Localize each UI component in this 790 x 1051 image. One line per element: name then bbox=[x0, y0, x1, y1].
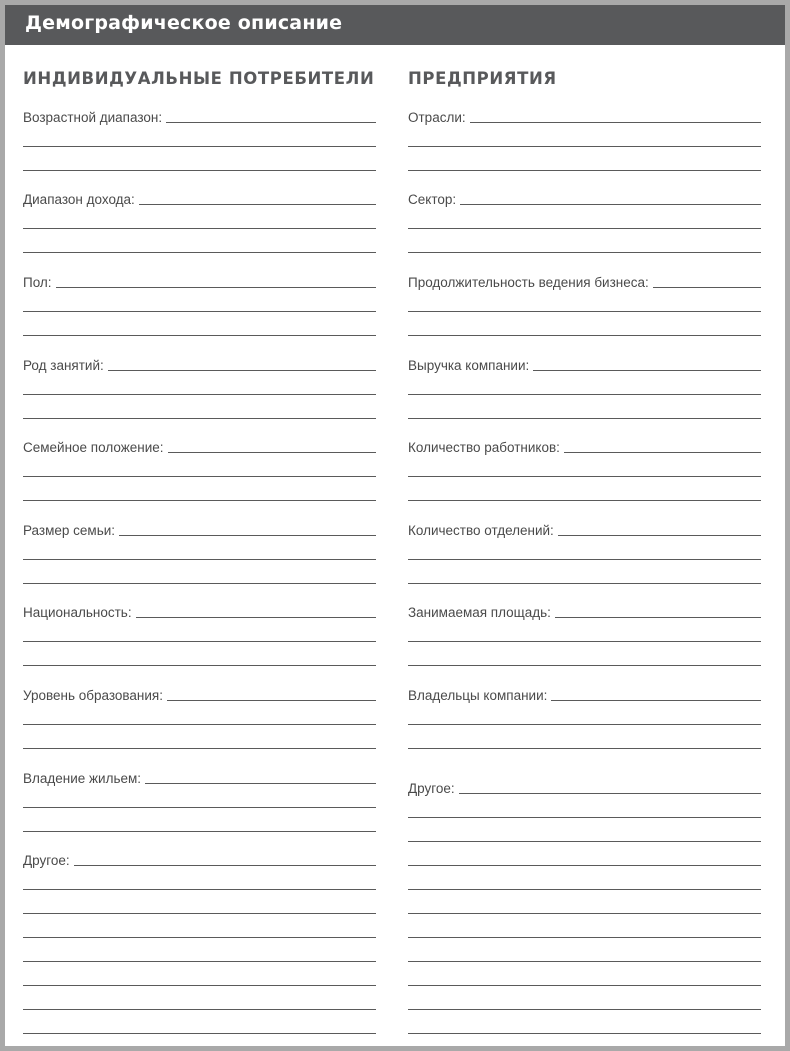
answer-line[interactable] bbox=[23, 937, 376, 938]
answer-line[interactable] bbox=[408, 228, 761, 229]
page-title: Демографическое описание bbox=[25, 12, 343, 34]
field-label: Занимаемая площадь: bbox=[408, 605, 555, 621]
answer-line[interactable] bbox=[408, 1033, 761, 1034]
answer-line[interactable] bbox=[23, 418, 376, 419]
answer-line[interactable] bbox=[23, 831, 376, 832]
field-label: Диапазон дохода: bbox=[23, 192, 139, 208]
answer-line[interactable] bbox=[23, 476, 376, 477]
businesses-heading: ПРЕДПРИЯТИЯ bbox=[408, 69, 557, 88]
answer-line[interactable] bbox=[408, 394, 761, 395]
answer-line[interactable] bbox=[408, 335, 761, 336]
answer-line[interactable] bbox=[23, 228, 376, 229]
field-label: Уровень образования: bbox=[23, 688, 167, 704]
field-label: Национальность: bbox=[23, 605, 136, 621]
answer-line[interactable] bbox=[23, 311, 376, 312]
answer-line[interactable] bbox=[23, 665, 376, 666]
field-label: Выручка компании: bbox=[408, 358, 533, 374]
answer-line[interactable] bbox=[408, 748, 761, 749]
field-label: Пол: bbox=[23, 275, 56, 291]
answer-line[interactable] bbox=[408, 583, 761, 584]
answer-line[interactable] bbox=[408, 913, 761, 914]
field-label: Сектор: bbox=[408, 192, 460, 208]
answer-line[interactable] bbox=[408, 476, 761, 477]
answer-line[interactable] bbox=[23, 748, 376, 749]
answer-line[interactable] bbox=[408, 418, 761, 419]
answer-line[interactable] bbox=[408, 865, 761, 866]
field-label: Продолжительность ведения бизнеса: bbox=[408, 275, 653, 291]
field-label: Владение жильем: bbox=[23, 771, 145, 787]
answer-line[interactable] bbox=[23, 913, 376, 914]
field-label: Другое: bbox=[23, 853, 74, 869]
field-label: Размер семьи: bbox=[23, 523, 119, 539]
answer-line[interactable] bbox=[23, 146, 376, 147]
answer-line[interactable] bbox=[408, 252, 761, 253]
answer-line[interactable] bbox=[23, 641, 376, 642]
consumers-heading: ИНДИВИДУАЛЬНЫЕ ПОТРЕБИТЕЛИ bbox=[23, 69, 375, 88]
field-label: Семейное положение: bbox=[23, 440, 168, 456]
answer-line[interactable] bbox=[408, 961, 761, 962]
answer-line[interactable] bbox=[23, 583, 376, 584]
answer-line-first[interactable] bbox=[408, 793, 761, 794]
answer-line[interactable] bbox=[23, 559, 376, 560]
answer-line[interactable] bbox=[408, 817, 761, 818]
answer-line[interactable] bbox=[23, 394, 376, 395]
answer-line[interactable] bbox=[23, 335, 376, 336]
answer-line[interactable] bbox=[408, 665, 761, 666]
answer-line-first[interactable] bbox=[23, 287, 376, 288]
header-bar bbox=[5, 5, 785, 45]
answer-line[interactable] bbox=[408, 724, 761, 725]
answer-line[interactable] bbox=[408, 500, 761, 501]
field-label: Другое: bbox=[408, 781, 459, 797]
answer-line[interactable] bbox=[23, 889, 376, 890]
answer-line[interactable] bbox=[408, 146, 761, 147]
answer-line[interactable] bbox=[408, 170, 761, 171]
answer-line[interactable] bbox=[408, 841, 761, 842]
answer-line[interactable] bbox=[23, 1009, 376, 1010]
field-label: Количество работников: bbox=[408, 440, 564, 456]
answer-line[interactable] bbox=[23, 252, 376, 253]
answer-line[interactable] bbox=[23, 170, 376, 171]
field-label: Отрасли: bbox=[408, 110, 470, 126]
field-label: Количество отделений: bbox=[408, 523, 558, 539]
answer-line[interactable] bbox=[408, 559, 761, 560]
answer-line[interactable] bbox=[408, 985, 761, 986]
field-label: Возрастной диапазон: bbox=[23, 110, 166, 126]
answer-line[interactable] bbox=[408, 311, 761, 312]
answer-line[interactable] bbox=[23, 500, 376, 501]
answer-line[interactable] bbox=[23, 807, 376, 808]
answer-line-first[interactable] bbox=[23, 865, 376, 866]
answer-line-first[interactable] bbox=[408, 204, 761, 205]
answer-line[interactable] bbox=[408, 889, 761, 890]
answer-line[interactable] bbox=[408, 641, 761, 642]
answer-line[interactable] bbox=[23, 985, 376, 986]
answer-line[interactable] bbox=[408, 1009, 761, 1010]
answer-line[interactable] bbox=[23, 961, 376, 962]
answer-line[interactable] bbox=[408, 937, 761, 938]
answer-line[interactable] bbox=[23, 724, 376, 725]
answer-line[interactable] bbox=[23, 1033, 376, 1034]
field-label: Род занятий: bbox=[23, 358, 108, 374]
field-label: Владельцы компании: bbox=[408, 688, 551, 704]
